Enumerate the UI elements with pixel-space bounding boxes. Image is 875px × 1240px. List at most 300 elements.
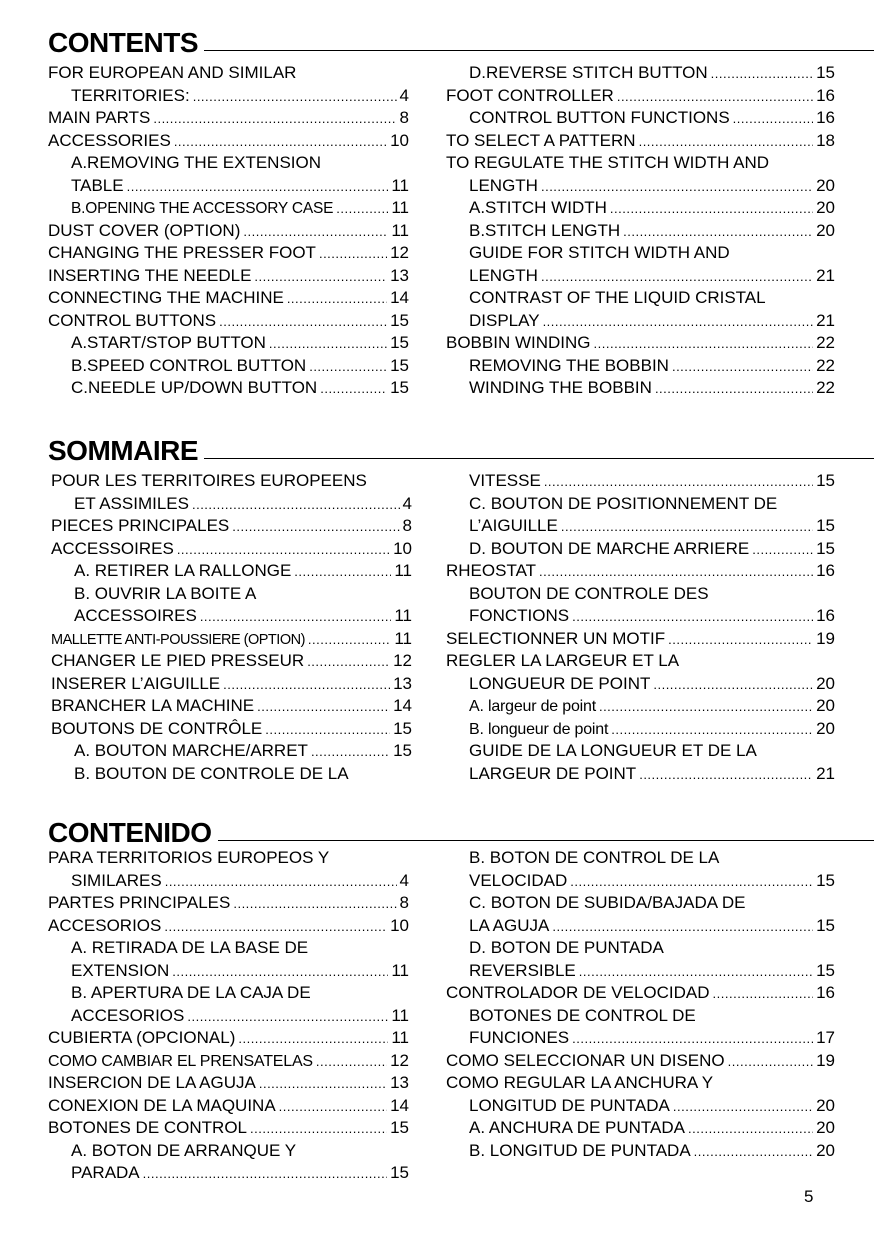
toc-entry-title: INSERER L’AIGUILLE [51, 673, 221, 693]
toc-entry-title: FOR EUROPEAN AND SIMILAR [48, 63, 297, 82]
toc-entry[interactable] [446, 982, 835, 1005]
toc-entry[interactable] [48, 870, 409, 893]
toc-entry-page: 11 [391, 1028, 409, 1047]
toc-entry-page: 15 [390, 1118, 409, 1137]
toc-entry-title: LENGTH [469, 265, 538, 285]
toc-entry[interactable] [446, 892, 835, 915]
leader-dots [599, 696, 813, 719]
toc-entry[interactable] [48, 62, 409, 85]
toc-entry-title: FOOT CONTROLLER [446, 85, 614, 105]
toc-entry[interactable] [48, 1027, 409, 1050]
sommaire-section [48, 435, 874, 783]
leader-dots [200, 606, 392, 629]
toc-entry[interactable] [48, 220, 409, 243]
toc-entry-title: B. BOUTON DE CONTROLE DE LA [74, 763, 349, 783]
toc-entry-page: 10 [390, 130, 409, 150]
toc-entry[interactable] [48, 982, 409, 1005]
toc-entry-title: MAIN PARTS [48, 108, 151, 127]
toc-entry[interactable] [48, 265, 409, 288]
leader-dots [259, 1073, 387, 1096]
toc-entry[interactable] [446, 470, 835, 493]
toc-entry-page: 11 [391, 960, 409, 980]
toc-entry-title: PIECES PRINCIPALES [51, 516, 230, 535]
toc-column-right [446, 847, 835, 1162]
toc-entry-page: 20 [816, 220, 835, 240]
toc-entry-title: A.START/STOP BUTTON [71, 333, 266, 352]
toc-entry[interactable] [446, 538, 835, 561]
toc-entry-page: 16 [816, 606, 835, 625]
leader-dots [319, 243, 387, 266]
toc-entry-title: LONGUEUR DE POINT [469, 673, 651, 693]
leader-dots [250, 1118, 387, 1141]
leader-dots [265, 719, 390, 742]
leader-dots [232, 516, 399, 539]
leader-dots [610, 198, 813, 221]
toc-entry-page: 4 [399, 870, 409, 890]
toc-entry[interactable] [446, 515, 835, 538]
toc-entry[interactable] [48, 310, 409, 333]
toc-entry[interactable] [446, 740, 835, 763]
toc-entry-page: 15 [390, 310, 409, 330]
toc-entry-title: CHANGER LE PIED PRESSEUR [51, 651, 305, 670]
toc-entry-title: C. BOUTON DE POSITIONNEMENT DE [469, 493, 778, 513]
leader-dots [713, 983, 814, 1006]
toc-entry[interactable] [48, 960, 409, 983]
toc-entry-title: B. longueur de point [469, 720, 609, 738]
toc-entry-page: 22 [816, 378, 835, 397]
toc-entry-title: B.STITCH LENGTH [469, 220, 621, 240]
toc-entry-page: 11 [391, 198, 409, 217]
toc-entry-title: REGLER LA LARGEUR ET LA [446, 651, 680, 670]
toc-entry-page: 20 [816, 198, 835, 217]
toc-entry[interactable] [446, 85, 835, 108]
toc-entry-page: 8 [402, 516, 412, 535]
leader-dots [172, 961, 388, 984]
toc-entry[interactable] [446, 1027, 835, 1050]
toc-entry[interactable] [446, 1095, 835, 1118]
toc-entry[interactable] [51, 583, 412, 606]
toc-entry[interactable] [48, 377, 409, 400]
toc-entry[interactable] [446, 960, 835, 983]
contenido-section [48, 817, 874, 1182]
leader-dots [309, 356, 387, 379]
toc-entry-page: 11 [394, 606, 412, 625]
leader-dots [243, 221, 388, 244]
leader-dots [316, 1051, 387, 1074]
toc-entry-page: 15 [390, 378, 409, 397]
toc-entry-title: CONEXION DE LA MAQUINA [48, 1095, 276, 1115]
leader-dots [572, 1028, 813, 1051]
toc-entry-title: GUIDE FOR STITCH WIDTH AND [469, 243, 730, 262]
toc-entry[interactable] [446, 355, 835, 378]
toc-entry[interactable] [446, 175, 835, 198]
toc-entry-title: REVERSIBLE [469, 960, 576, 980]
leader-dots [143, 1163, 387, 1186]
toc-entry-page: 15 [816, 471, 835, 490]
toc-entry-title: BOTONES DE CONTROL [48, 1118, 247, 1137]
toc-entry[interactable] [446, 915, 835, 938]
toc-entry-title: INSERCION DE LA AGUJA [48, 1073, 256, 1092]
toc-entry-page: 20 [816, 175, 835, 195]
leader-dots [257, 696, 390, 719]
leader-dots [164, 916, 387, 939]
leader-dots [552, 916, 813, 939]
toc-entry-page: 16 [816, 561, 835, 580]
toc-entry[interactable] [48, 242, 409, 265]
leader-dots [127, 176, 389, 199]
leader-dots [193, 86, 397, 109]
leader-dots [539, 561, 813, 584]
toc-entry-title: B. OUVRIR LA BOITE A [74, 583, 257, 603]
leader-dots [711, 63, 813, 86]
toc-entry-title: A.REMOVING THE EXTENSION [71, 153, 322, 172]
leader-dots [336, 198, 388, 221]
toc-entry-title: FUNCIONES [469, 1028, 570, 1047]
toc-entry[interactable] [446, 493, 835, 516]
toc-entry[interactable] [446, 847, 835, 870]
toc-entry[interactable] [48, 175, 409, 198]
toc-entry-title: C. BOTON DE SUBIDA/BAJADA DE [469, 893, 746, 912]
leader-dots [733, 108, 813, 131]
toc-entry-page: 21 [816, 310, 835, 330]
toc-entry-title: D.REVERSE STITCH BUTTON [469, 63, 708, 82]
toc-entry-page: 11 [394, 561, 412, 580]
toc-entry-title: TABLE [71, 175, 124, 195]
toc-entry-title: CHANGING THE PRESSER FOOT [48, 243, 316, 262]
toc-entry[interactable] [446, 650, 835, 673]
toc-entry-page: 13 [393, 673, 412, 693]
toc-entry-page: 20 [816, 1118, 835, 1137]
leader-dots [320, 378, 387, 401]
toc-entry-title: CONTRAST OF THE LIQUID CRISTAL [469, 288, 766, 307]
toc-entry-title: ACCESSOIRES [74, 606, 197, 625]
toc-entry-title: WINDING THE BOBBIN [469, 378, 652, 397]
toc-entry[interactable] [446, 870, 835, 893]
leader-dots [672, 356, 813, 379]
toc-entry-page: 13 [390, 1073, 409, 1092]
leader-dots [279, 1096, 387, 1119]
leader-dots [541, 176, 813, 199]
toc-entry-title: PARTES PRINCIPALES [48, 893, 231, 912]
toc-entry[interactable] [51, 673, 412, 696]
toc-entry[interactable] [48, 937, 409, 960]
toc-entry[interactable] [51, 650, 412, 673]
toc-entry-page: 4 [402, 493, 412, 513]
toc-entry-title: INSERTING THE NEEDLE [48, 265, 252, 285]
toc-entry-title: DISPLAY [469, 310, 540, 330]
toc-entry-page: 15 [816, 63, 835, 82]
toc-entry[interactable] [48, 332, 409, 355]
toc-entry-title: A. BOUTON MARCHE/ARRET [74, 741, 308, 760]
toc-entry-page: 18 [816, 130, 835, 150]
toc-entry[interactable] [446, 1140, 835, 1163]
toc-entry-title: D. BOTON DE PUNTADA [469, 938, 664, 957]
leader-dots [688, 1118, 813, 1141]
toc-entry-page: 11 [394, 628, 412, 648]
toc-entry[interactable] [51, 493, 412, 516]
toc-entry-page: 20 [816, 1140, 835, 1160]
toc-entry-page: 11 [391, 1005, 409, 1025]
toc-entry-title: COMO CAMBIAR EL PRENSATELAS [48, 1052, 313, 1070]
leader-dots [617, 86, 813, 109]
toc-entry[interactable] [51, 470, 412, 493]
toc-entry-page: 16 [816, 85, 835, 105]
leader-dots [544, 471, 813, 494]
leader-dots [668, 629, 813, 652]
toc-entry-page: 4 [399, 85, 409, 105]
toc-entry[interactable] [446, 62, 835, 85]
toc-entry[interactable] [446, 1005, 835, 1028]
leader-dots [233, 893, 396, 916]
leader-dots [174, 131, 387, 154]
toc-entry-title: CONTROL BUTTONS [48, 310, 217, 330]
toc-entry-title: PARA TERRITORIOS EUROPEOS Y [48, 848, 330, 867]
toc-entry-page: 15 [390, 333, 409, 352]
toc-entry-title: ACCESORIOS [48, 915, 162, 935]
toc-entry-title: C.NEEDLE UP/DOWN BUTTON [71, 378, 318, 397]
toc-entry[interactable] [446, 310, 835, 333]
toc-entry-title: LA AGUJA [469, 915, 550, 935]
toc-entry-title: RHEOSTAT [446, 561, 537, 580]
toc-entry[interactable] [48, 197, 409, 220]
toc-entry-title: B. APERTURA DE LA CAJA DE [71, 983, 311, 1002]
toc-entry[interactable] [48, 355, 409, 378]
toc-entry-title: CONTROLADOR DE VELOCIDAD [446, 983, 710, 1002]
toc-entry-page: 16 [816, 108, 835, 127]
toc-entry-title: BOUTONS DE CONTRÔLE [51, 718, 263, 738]
toc-entry[interactable] [446, 1117, 835, 1140]
toc-column-left [48, 62, 409, 400]
toc-entry-page: 12 [393, 651, 412, 670]
toc-entry-title: ACCESSOIRES [51, 538, 174, 558]
toc-entry-title: VELOCIDAD [469, 870, 568, 890]
toc-entry-page: 20 [816, 718, 835, 738]
toc-entry-page: 15 [393, 741, 412, 760]
toc-entry-title: FONCTIONS [469, 606, 570, 625]
toc-entry-page: 15 [390, 355, 409, 375]
toc-entry-page: 15 [816, 516, 835, 535]
toc-entry-page: 14 [393, 696, 412, 715]
toc-entry-page: 22 [816, 333, 835, 352]
leader-dots [308, 629, 391, 652]
toc-entry-title: A. RETIRER LA RALLONGE [74, 561, 292, 580]
toc-entry-page: 15 [816, 915, 835, 935]
toc-entry[interactable] [51, 718, 412, 741]
toc-entry[interactable] [48, 107, 409, 130]
leader-dots [653, 674, 813, 697]
toc-column-left [48, 847, 409, 1185]
toc-entry[interactable] [51, 763, 412, 786]
leader-dots [728, 1051, 813, 1074]
toc-entry[interactable] [446, 1072, 835, 1095]
toc-entry-title: D. BOUTON DE MARCHE ARRIERE [469, 538, 750, 558]
leader-dots [153, 108, 396, 131]
toc-entry-title: A. ANCHURA DE PUNTADA [469, 1118, 686, 1137]
toc-entry[interactable] [446, 937, 835, 960]
toc-entry[interactable] [446, 107, 835, 130]
section-heading: CONTENIDO [48, 818, 218, 848]
toc-entry[interactable] [48, 1117, 409, 1140]
toc-entry-page: 22 [816, 355, 835, 375]
toc-entry[interactable] [51, 538, 412, 561]
toc-entry-page: 14 [390, 1095, 409, 1115]
toc-entry-title: SELECTIONNER UN MOTIF [446, 628, 666, 648]
toc-entry[interactable] [446, 130, 835, 153]
toc-entry-page: 15 [393, 718, 412, 738]
toc-entry-title: MALLETTE ANTI-POUSSIERE (OPTION) [51, 631, 305, 648]
toc-entry-page: 15 [816, 870, 835, 890]
toc-entry[interactable] [48, 1050, 409, 1073]
toc-entry-title: ACCESORIOS [71, 1005, 185, 1025]
toc-entry-title: B.OPENING THE ACCESSORY CASE [71, 200, 334, 217]
toc-entry-title: LONGITUD DE PUNTADA [469, 1095, 670, 1115]
toc-entry-title: ET ASSIMILES [74, 493, 189, 513]
toc-entry[interactable] [446, 695, 835, 718]
contents-section [48, 27, 874, 397]
toc-column-right [446, 62, 835, 400]
toc-entry-title: B. BOTON DE CONTROL DE LA [469, 848, 720, 867]
toc-column-left [51, 470, 412, 785]
toc-entry[interactable] [51, 515, 412, 538]
toc-entry[interactable] [446, 718, 835, 741]
toc-entry-title: POUR LES TERRITOIRES EUROPEENS [51, 471, 367, 490]
leader-dots [269, 333, 387, 356]
toc-entry[interactable] [48, 1005, 409, 1028]
toc-entry-page: 20 [816, 673, 835, 693]
toc-entry-page: 20 [816, 696, 835, 715]
toc-entry-title: TO SELECT A PATTERN [446, 130, 636, 150]
toc-entry-title: COMO SELECCIONAR UN DISENO [446, 1050, 725, 1070]
toc-entry[interactable] [48, 1095, 409, 1118]
toc-entry-title: B. LONGITUD DE PUNTADA [469, 1140, 691, 1160]
toc-entry[interactable] [48, 287, 409, 310]
sommaire-heading-row [48, 436, 874, 470]
toc-entry-title: CONNECTING THE MACHINE [48, 288, 284, 307]
toc-entry[interactable] [48, 847, 409, 870]
page-number: 5 [804, 1187, 814, 1206]
toc-entry-title: SIMILARES [71, 870, 162, 890]
toc-entry[interactable] [48, 892, 409, 915]
contents-heading-row [48, 28, 874, 62]
toc-entry-title: A.STITCH WIDTH [469, 198, 607, 217]
leader-dots [311, 741, 390, 764]
toc-entry-title: CONTROL BUTTON FUNCTIONS [469, 108, 730, 127]
toc-entry[interactable] [446, 220, 835, 243]
leader-dots [594, 333, 814, 356]
toc-entry-page: 8 [399, 108, 409, 127]
toc-entry[interactable] [51, 560, 412, 583]
toc-column-right [446, 470, 835, 785]
leader-dots [541, 266, 813, 289]
toc-entry[interactable] [48, 130, 409, 153]
toc-entry-page: 11 [391, 220, 409, 240]
leader-dots [307, 651, 390, 674]
toc-entry-title: GUIDE DE LA LONGUEUR ET DE LA [469, 741, 757, 760]
toc-entry[interactable] [446, 265, 835, 288]
toc-entry-title: VITESSE [469, 471, 541, 490]
toc-entry-page: 10 [393, 538, 412, 558]
toc-entry-title: CUBIERTA (OPCIONAL) [48, 1028, 236, 1047]
leader-dots [570, 871, 813, 894]
toc-entry[interactable] [48, 1162, 409, 1185]
toc-entry-page: 19 [816, 1050, 835, 1070]
toc-entry-title: L’AIGUILLE [469, 516, 558, 535]
leader-dots [673, 1096, 813, 1119]
toc-entry-title: BRANCHER LA MACHINE [51, 696, 255, 715]
leader-dots [579, 961, 813, 984]
toc-entry-title: LARGEUR DE POINT [469, 763, 637, 783]
toc-entry-page: 12 [390, 1050, 409, 1070]
toc-entry[interactable] [446, 605, 835, 628]
leader-dots [752, 539, 813, 562]
toc-entry-page: 19 [816, 628, 835, 648]
toc-entry[interactable] [48, 1140, 409, 1163]
leader-dots [238, 1028, 388, 1051]
toc-entry[interactable] [446, 628, 835, 651]
toc-entry[interactable] [51, 605, 412, 628]
toc-entry-page: 15 [816, 960, 835, 980]
toc-entry-title: PARADA [71, 1163, 140, 1182]
toc-entry-title: REMOVING THE BOBBIN [469, 355, 669, 375]
toc-entry[interactable] [446, 583, 835, 606]
toc-entry-title: TERRITORIES: [71, 85, 190, 105]
leader-dots [187, 1006, 388, 1029]
toc-entry-title: DUST COVER (OPTION) [48, 220, 241, 240]
toc-entry-title: TO REGULATE THE STITCH WIDTH AND [446, 153, 770, 172]
section-heading: SOMMAIRE [48, 436, 204, 466]
toc-entry-title: A. largeur de point [469, 698, 596, 715]
toc-entry[interactable] [446, 242, 835, 265]
toc-entry-title: ACCESSORIES [48, 130, 171, 150]
toc-entry-page: 15 [390, 1163, 409, 1182]
toc-entry-page: 16 [816, 983, 835, 1002]
leader-dots [177, 539, 390, 562]
toc-entry[interactable] [446, 560, 835, 583]
toc-entry[interactable] [446, 332, 835, 355]
toc-entry[interactable] [446, 673, 835, 696]
toc-entry-title: BOTONES DE CONTROL DE [469, 1005, 696, 1025]
toc-entry[interactable] [446, 763, 835, 786]
toc-entry-title: B.SPEED CONTROL BUTTON [71, 355, 307, 375]
leader-dots [561, 516, 813, 539]
toc-entry[interactable] [48, 915, 409, 938]
toc-entry[interactable] [48, 1072, 409, 1095]
toc-entry-title: EXTENSION [71, 960, 170, 980]
toc-entry-page: 8 [399, 893, 409, 912]
toc-entry-page: 10 [390, 915, 409, 935]
toc-entry[interactable] [48, 152, 409, 175]
toc-entry[interactable] [446, 287, 835, 310]
toc-entry[interactable] [51, 740, 412, 763]
toc-entry-page: 17 [816, 1028, 835, 1047]
toc-entry[interactable] [51, 695, 412, 718]
toc-entry-title: A. RETIRADA DE LA BASE DE [71, 938, 309, 957]
toc-entry[interactable] [446, 377, 835, 400]
leader-dots [543, 311, 814, 334]
leader-dots [192, 494, 400, 517]
toc-entry[interactable] [51, 628, 412, 651]
toc-entry-page: 12 [390, 243, 409, 262]
toc-entry[interactable] [446, 1050, 835, 1073]
toc-entry-title: A. BOTON DE ARRANQUE Y [71, 1140, 297, 1160]
toc-entry[interactable] [446, 197, 835, 220]
toc-entry[interactable] [48, 85, 409, 108]
leader-dots [294, 561, 391, 584]
toc-entry-title: BOBBIN WINDING [446, 333, 591, 352]
toc-entry-page: 21 [816, 763, 835, 783]
toc-entry[interactable] [446, 152, 835, 175]
leader-dots [572, 606, 813, 629]
